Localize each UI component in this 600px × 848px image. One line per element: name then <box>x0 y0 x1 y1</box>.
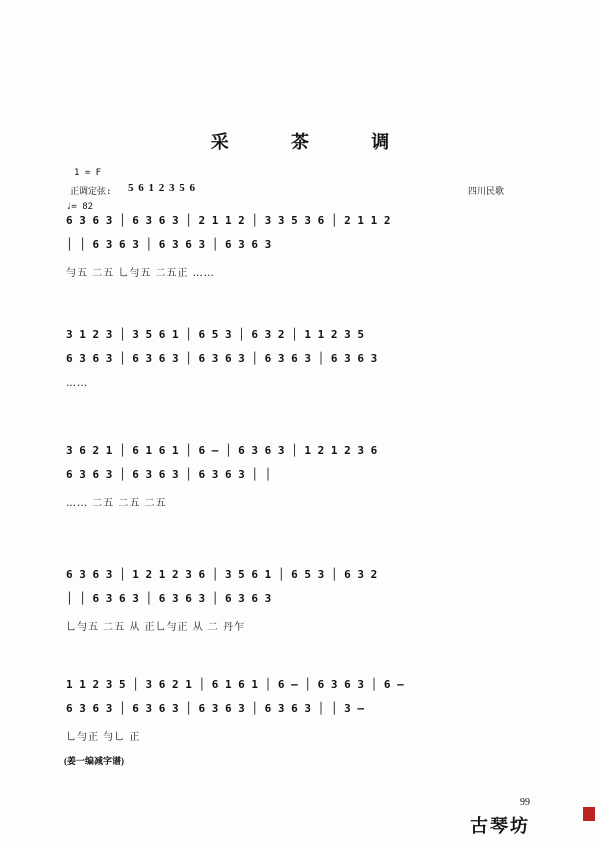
page-title: 采 茶 调 <box>210 132 418 153</box>
staff-notes-top: 6 3 6 3 │ 6 3 6 3 │ 2 1 1 2 │ 3 3 5 3 6 │ 2 1 1 2 <box>66 214 391 227</box>
tablature-line: …… 二五 二五 二五 <box>66 498 167 509</box>
staff-notes-top: 6 3 6 3 │ 1 2 1 2 3 6 │ 3 5 6 1 │ 6 5 3 │ 6 3 2 <box>66 568 378 581</box>
staff-notes-bottom: 6 3 6 3 │ 6 3 6 3 │ 6 3 6 3 │ 6 3 6 3 │ 6 3 6 3 <box>66 352 378 365</box>
tablature-line: 勻五 二五 乚勻五 二五正 …… <box>66 268 215 279</box>
staff-notes-bottom: │ │ 6 3 6 3 │ 6 3 6 3 │ 6 3 6 3 <box>66 238 272 251</box>
staff-notes-top: 3 1 2 3 │ 3 5 6 1 │ 6 5 3 │ 6 3 2 │ 1 1 2 3 5 <box>66 328 365 341</box>
tempo-marking: ♩= 82 <box>66 202 94 212</box>
staff-notes-top: 3 6 2 1 │ 6 1 6 1 │ 6 — │ 6 3 6 3 │ 1 2 1 2 3 6 <box>66 444 378 457</box>
origin-label: 四川民歌 <box>468 187 505 197</box>
staff-notes-bottom: 6 3 6 3 │ 6 3 6 3 │ 6 3 6 3 │ │ <box>66 468 272 481</box>
staff-system-3 <box>66 444 530 524</box>
key-signature: 1 = F <box>74 168 102 178</box>
source-note: (姜一编减字谱) <box>64 756 124 766</box>
staff-system-2 <box>66 328 530 408</box>
staff-system-1 <box>66 214 530 294</box>
page-number: 99 <box>520 797 530 808</box>
staff-system-4 <box>66 568 530 648</box>
red-seal-icon <box>583 807 595 821</box>
tuning-notes: 5 6 1 2 3 5 6 <box>128 182 196 194</box>
staff-notes-bottom: │ │ 6 3 6 3 │ 6 3 6 3 │ 6 3 6 3 <box>66 592 272 605</box>
tablature-line: 乚勻正 勻乚 正 <box>66 732 141 743</box>
tablature-line: 乚勻五 二五 从 正乚勻正 从 二 丹乍 <box>66 622 246 633</box>
staff-notes-bottom: 6 3 6 3 │ 6 3 6 3 │ 6 3 6 3 │ 6 3 6 3 │ │ 3 — <box>66 702 365 715</box>
staff-notes-top: 1 1 2 3 5 │ 3 6 2 1 │ 6 1 6 1 │ 6 — │ 6 3 6 3 │ 6 — <box>66 678 404 691</box>
publisher-logo: 古琴坊 <box>470 816 530 837</box>
tablature-line: …… <box>66 378 88 389</box>
tuning-label: 正调定弦: <box>70 187 112 197</box>
staff-system-5 <box>66 678 530 758</box>
